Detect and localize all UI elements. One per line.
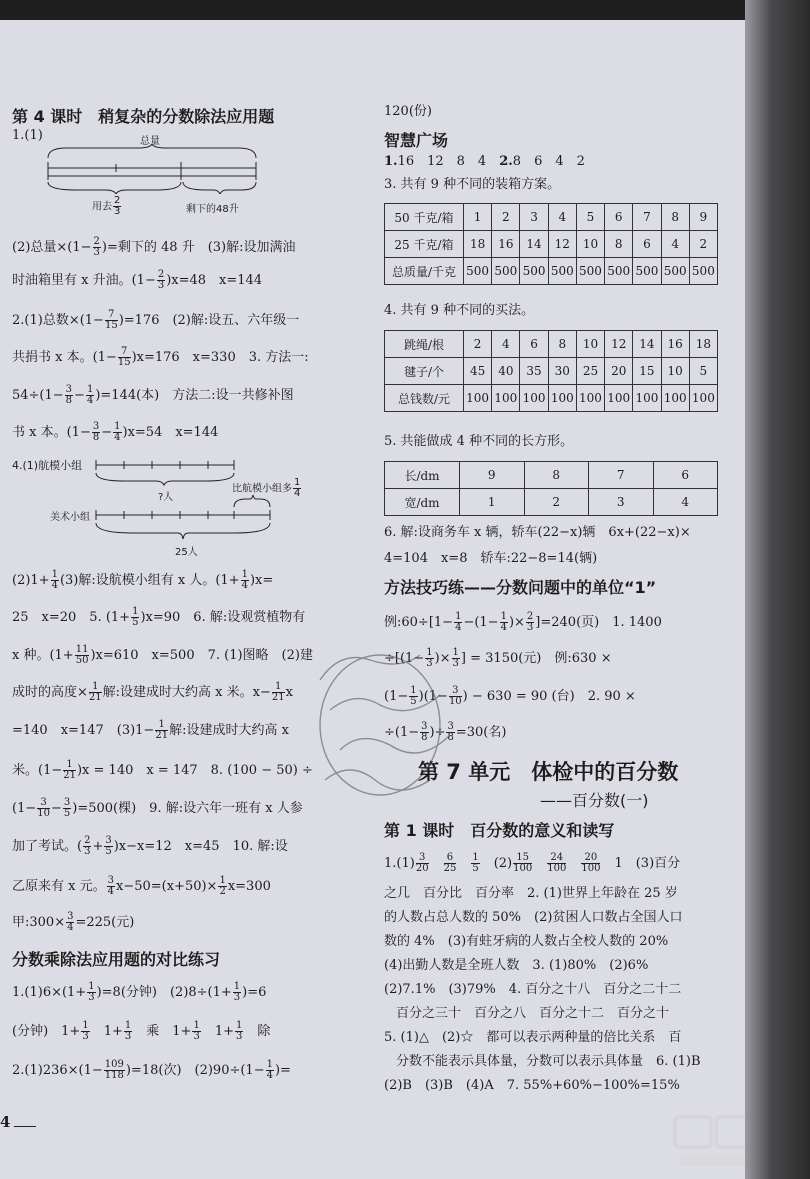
- table-cell: 40: [492, 358, 520, 385]
- diag2-more-label: 比航模小组多 $\frac{1}{4}$: [232, 477, 301, 499]
- table-row: [385, 258, 718, 285]
- table-cell: 8: [548, 331, 576, 358]
- table-row: [385, 331, 718, 358]
- table-cell: 8: [605, 231, 633, 258]
- comparison-title: 分数乘除法应用题的对比练习: [12, 950, 221, 969]
- stamp-watermark-icon: [300, 640, 460, 810]
- line-12: 米。(1− $\frac{1}{21}$ )x = 140 x = 147 8. (100 − 50) ÷: [12, 759, 313, 781]
- table-cell: 35: [520, 358, 548, 385]
- r-line-3: 3. 共有 9 种不同的装箱方案。: [384, 177, 561, 192]
- table-cell: 500: [520, 258, 548, 285]
- p-line-10: (2)B (3)B (4)A 7. 55%+60%−100%=15%: [384, 1078, 680, 1093]
- diag1-used-label: 用去 $\frac{2}{3}$: [92, 195, 121, 217]
- p-line-4: 数的 4% (3)有蛀牙病的人数占全校人数的 20%: [384, 934, 669, 949]
- line-9: x 种。(1+ $\frac{11}{50}$ )x=610 x=500 7. (1)图略 (2)建: [12, 644, 313, 666]
- table-cell: 100: [492, 385, 520, 412]
- p-line-3: 的人数占总人数的 50% (2)贫困人口数占全国人口: [384, 910, 683, 925]
- comp-line-3: 2.(1)236×(1− $\frac{109}{118}$ )=18(次) (2)90÷(1− $\frac{1}{4}$ )=: [12, 1059, 291, 1081]
- line-16: 甲:300× $\frac{3}{4}$ =225(元): [12, 911, 135, 933]
- line-3: 2.(1)总数×(1− $\frac{7}{15}$ )=176 (2)解:设五、六年级一: [12, 309, 300, 331]
- purchase-table: [384, 330, 718, 412]
- p-line-9: 分数不能表示具体量，分数可以表示具体量 6. (1)B: [396, 1054, 701, 1069]
- table-cell: 10: [576, 231, 604, 258]
- table-cell: 100: [548, 385, 576, 412]
- table-cell: 5: [576, 204, 604, 231]
- line-2: 时油箱里有 x 升油。(1− $\frac{2}{3}$ )x=48 x=144: [12, 269, 263, 291]
- line-10: 成时的高度× $\frac{1}{21}$ 解:设建成时大约高 x 米。x− $\frac{1}{21}$ x: [12, 681, 293, 703]
- lesson4-title: 第 4 课时 稍复杂的分数除法应用题: [12, 107, 275, 126]
- table-cell: 45: [464, 358, 492, 385]
- table-cell: 8: [661, 204, 689, 231]
- line-14: 加了考试。( $\frac{2}{3}$ + $\frac{3}{5}$ )x−x=12 x=45 10. 解:设: [12, 835, 288, 857]
- r-line-6b: 4=104 x=8 轿车:22−8=14(辆): [384, 551, 598, 566]
- table-cell: 4: [661, 231, 689, 258]
- diag2-art-label: 美术小组: [50, 512, 90, 523]
- line-7: (2)1+ $\frac{1}{4}$ (3)解:设航模小组有 x 人。(1+ $\frac{1}{4}$ )x=: [12, 569, 274, 591]
- row-header-cell: 长/dm: [385, 462, 460, 489]
- m-line-3: (1− $\frac{1}{5}$ )(1− $\frac{3}{10}$ ) − 630 = 90 (台) 2. 90 ×: [384, 685, 636, 707]
- table-cell: 20: [605, 358, 633, 385]
- comp-line-1: 1.(1)6×(1+ $\frac{1}{3}$ )=8(分钟) (2)8÷(1+ $\frac{1}{3}$ )=6: [12, 981, 267, 1003]
- table-cell: 8: [524, 462, 589, 489]
- table-row: [385, 489, 718, 516]
- top-dark-band: [0, 0, 755, 20]
- table-cell: 500: [633, 258, 661, 285]
- table-cell: 100: [464, 385, 492, 412]
- table-cell: 500: [689, 258, 717, 285]
- table-cell: 6: [633, 231, 661, 258]
- table-row: [385, 204, 718, 231]
- table-cell: 9: [689, 204, 717, 231]
- p-line-5: (4)出勤人数是全班人数 3. (1)80% (2)6%: [384, 958, 649, 973]
- table-cell: 4: [548, 204, 576, 231]
- packing-table: [384, 203, 718, 285]
- table-cell: 7: [633, 204, 661, 231]
- table-cell: 7: [589, 462, 654, 489]
- table-cell: 100: [633, 385, 661, 412]
- table-cell: 30: [548, 358, 576, 385]
- diag2-q-label: ?人: [158, 492, 174, 503]
- table-cell: 100: [605, 385, 633, 412]
- table-cell: 1: [460, 489, 525, 516]
- row-header-cell: 宽/dm: [385, 489, 460, 516]
- p-line-8: 5. (1)△ (2)☆ 都可以表示两种量的倍比关系 百: [384, 1030, 682, 1045]
- line-5: 54÷(1− $\frac{3}{8}$ − $\frac{1}{4}$ )=144(本) 方法二:设一共修补图: [12, 384, 294, 406]
- top-line: 120(份): [384, 104, 432, 119]
- m-line-4: ÷(1− $\frac{3}{8}$ )÷ $\frac{3}{8}$ =30(名): [384, 721, 507, 743]
- q1-label: 1.(1): [12, 128, 43, 143]
- line-8: 25 x=20 5. (1+ $\frac{1}{5}$ )x=90 6. 解:设观赏植物有: [12, 606, 306, 628]
- table-cell: 2: [464, 331, 492, 358]
- m-line-2: ÷[(1− $\frac{1}{3}$ )× $\frac{1}{3}$ ] = 3150(元) 例:630 ×: [384, 647, 612, 669]
- table-cell: 500: [548, 258, 576, 285]
- table-cell: 14: [633, 331, 661, 358]
- table-cell: 4: [653, 489, 718, 516]
- table-cell: 3: [520, 204, 548, 231]
- table-cell: 100: [576, 385, 604, 412]
- table-cell: 25: [576, 358, 604, 385]
- p-line-2: 之几 百分比 百分率 2. (1)世界上年龄在 25 岁: [384, 886, 678, 901]
- line-15: 乙原来有 x 元。 $\frac{3}{4}$ x−50=(x+50)× $\frac{1}{2}$ x=300: [12, 875, 271, 897]
- lesson1-title: 第 1 课时 百分数的意义和读写: [384, 821, 615, 840]
- table-cell: 2: [524, 489, 589, 516]
- table-cell: 6: [520, 331, 548, 358]
- table-row: [385, 462, 718, 489]
- diag2-total-label: 25人: [175, 547, 198, 558]
- page-number-rule: [14, 1126, 36, 1127]
- table-cell: 10: [661, 358, 689, 385]
- table-cell: 500: [492, 258, 520, 285]
- brace-diagram-1: [46, 144, 258, 194]
- table-cell: 12: [548, 231, 576, 258]
- p-line-1: 1.(1) $\frac{3}{20}$ $\frac{6}{25}$ $\frac{1}{5}$ (2) $\frac{15}{100}$ $\frac{24}{100}$ $\frac{20}{100}$ 1 (3)百分: [384, 852, 681, 874]
- unit7-subtitle: ——百分数(一): [540, 791, 649, 810]
- table-cell: 6: [653, 462, 718, 489]
- table-cell: 100: [689, 385, 717, 412]
- table-cell: 100: [520, 385, 548, 412]
- brace-diagram-2: [94, 455, 276, 547]
- line-13: (1− $\frac{3}{10}$ − $\frac{3}{5}$ )=500(棵) 9. 解:设六年一班有 x 人参: [12, 797, 303, 819]
- zhihui-title: 智慧广场: [384, 131, 449, 150]
- q4-label: 4.(1)航模小组: [12, 459, 83, 472]
- table-cell: 16: [661, 331, 689, 358]
- table-cell: 12: [605, 331, 633, 358]
- table-cell: 500: [661, 258, 689, 285]
- table-cell: 500: [464, 258, 492, 285]
- comp-line-2: (分钟) 1+ $\frac{1}{3}$ 1+ $\frac{1}{3}$ 乘 1+ $\frac{1}{3}$ 1+ $\frac{1}{3}$ 除: [12, 1020, 271, 1042]
- p-line-7: 百分之三十 百分之八 百分之十二 百分之十: [396, 1006, 670, 1021]
- r-line-6a: 6. 解:设商务车 x 辆，轿车(22−x)辆 6x+(22−x)×: [384, 525, 691, 540]
- table-cell: 100: [661, 385, 689, 412]
- r-line-5: 5. 共能做成 4 种不同的长方形。: [384, 434, 574, 449]
- r-line-4: 4. 共有 9 种不同的买法。: [384, 303, 535, 318]
- table-row: [385, 231, 718, 258]
- m-line-1: 例:60÷[1− $\frac{1}{4}$ −(1− $\frac{1}{4}$ )× $\frac{2}{3}$ ]=240(页) 1. 1400: [384, 611, 662, 633]
- diag1-left-label: 剩下的48升: [186, 204, 239, 215]
- method-title: 方法技巧练——分数问题中的单位“1”: [384, 578, 657, 597]
- table-row: [385, 358, 718, 385]
- unit7-title: 第 7 单元 体检中的百分数: [418, 760, 679, 784]
- table-cell: 3: [589, 489, 654, 516]
- table-cell: 2: [492, 204, 520, 231]
- table-cell: 1: [464, 204, 492, 231]
- table-cell: 14: [520, 231, 548, 258]
- table-cell: 4: [492, 331, 520, 358]
- row-header-cell: 毽子/个: [385, 358, 464, 385]
- row-header-cell: 总钱数/元: [385, 385, 464, 412]
- line-6: 书 x 本。(1− $\frac{3}{8}$ − $\frac{1}{4}$ )x=54 x=144: [12, 421, 219, 443]
- table-cell: 18: [689, 331, 717, 358]
- line-11: =140 x=147 (3)1− $\frac{1}{21}$ 解:设建成时大约高 x: [12, 719, 289, 741]
- table-cell: 15: [633, 358, 661, 385]
- line-1: (2)总量×(1− $\frac{2}{3}$ )=剩下的 48 升 (3)解:设加满油: [12, 236, 296, 258]
- table-cell: 5: [689, 358, 717, 385]
- p-line-6: (2)7.1% (3)79% 4. 百分之十八 百分之二十二: [384, 982, 682, 997]
- table-cell: 10: [576, 331, 604, 358]
- table-cell: 18: [464, 231, 492, 258]
- table-cell: 500: [576, 258, 604, 285]
- table-cell: 6: [605, 204, 633, 231]
- table-cell: 9: [460, 462, 525, 489]
- row-header-cell: 25 千克/箱: [385, 231, 464, 258]
- table-cell: 2: [689, 231, 717, 258]
- diag1-total-label: 总量: [140, 136, 160, 147]
- table-cell: 16: [492, 231, 520, 258]
- row-header-cell: 50 千克/箱: [385, 204, 464, 231]
- line-4: 共捐书 x 本。(1− $\frac{7}{15}$ )x=176 x=330 3. 方法一:: [12, 346, 309, 368]
- page-edge-shadow: [745, 0, 810, 1179]
- row-header-cell: 总质量/千克: [385, 258, 464, 285]
- row-header-cell: 跳绳/根: [385, 331, 464, 358]
- table-cell: 500: [605, 258, 633, 285]
- page-number: 4: [0, 1113, 11, 1131]
- r-line-1: 1.16 12 8 4 2.8 6 4 2: [384, 154, 585, 169]
- rectangle-table: [384, 461, 718, 516]
- table-row: [385, 385, 718, 412]
